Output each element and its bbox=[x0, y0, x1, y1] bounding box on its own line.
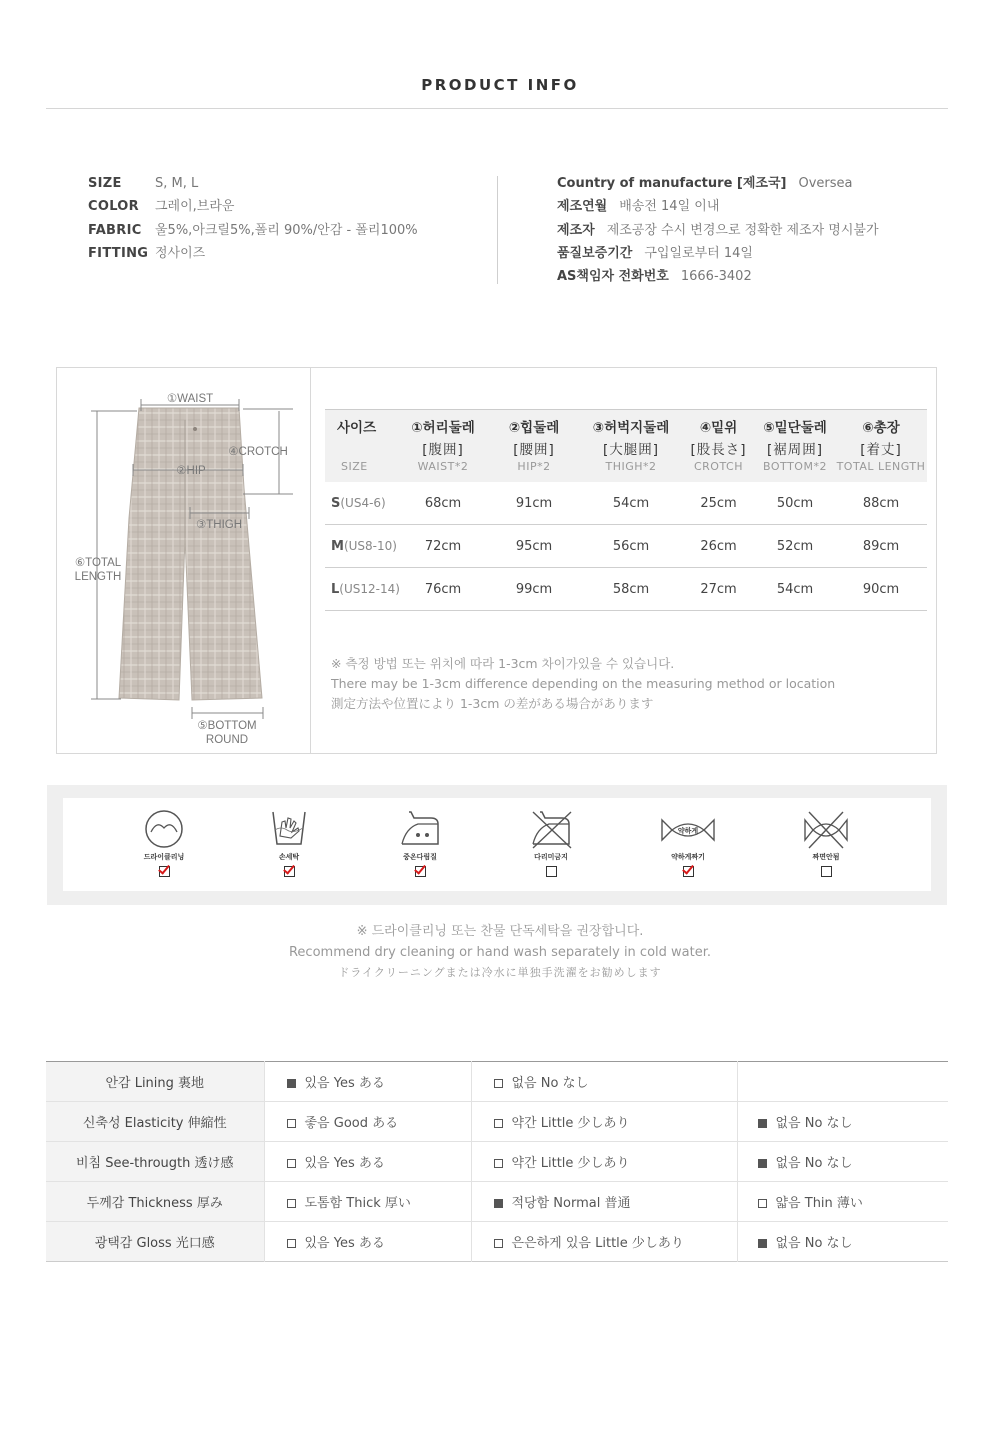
attr-row-lining bbox=[46, 1062, 948, 1102]
attr-option[interactable]: 있음 Yes ある bbox=[264, 1142, 471, 1182]
size-box-divider bbox=[310, 368, 311, 753]
spec-label: SIZE bbox=[88, 176, 122, 191]
info-maker bbox=[557, 222, 879, 245]
size-cell: M(US8-10) bbox=[325, 525, 398, 568]
care-label: 다리미금지 bbox=[534, 853, 568, 861]
info-value: 배송전 14일 이내 bbox=[619, 199, 720, 215]
care-item-no-iron bbox=[491, 808, 611, 877]
spec-label: COLOR bbox=[88, 199, 139, 215]
spec-size bbox=[88, 175, 418, 198]
table-cell: 90cm bbox=[835, 568, 927, 611]
attr-option[interactable]: 도톰함 Thick 厚い bbox=[264, 1182, 471, 1222]
spec-color bbox=[88, 198, 418, 221]
fabric-attributes-table bbox=[46, 1061, 948, 1262]
checkbox[interactable] bbox=[287, 1159, 296, 1168]
table-cell: 95cm bbox=[488, 525, 580, 568]
attr-option[interactable]: 얇음 Thin 薄い bbox=[737, 1182, 948, 1222]
checkbox[interactable] bbox=[494, 1079, 503, 1088]
spec-value: 그레이,브라운 bbox=[155, 199, 235, 215]
attr-option[interactable]: 없음 No なし bbox=[737, 1142, 948, 1182]
manufacture-info-list bbox=[557, 175, 879, 291]
table-cell: 68cm bbox=[398, 482, 488, 525]
table-cell: 52cm bbox=[755, 525, 835, 568]
care-note-ja: ドライクリーニングまたは冷水に単独手洗濯をお勧めします bbox=[338, 966, 662, 979]
spec-value: S, M, L bbox=[155, 176, 199, 191]
checkbox[interactable] bbox=[287, 1119, 296, 1128]
attr-label: 두께감 Thickness 厚み bbox=[46, 1182, 264, 1222]
size-note-ko: ※ 측정 방법 또는 위치에 따라 1-3cm 차이가있을 수 있습니다. bbox=[331, 656, 675, 671]
size-cell: L(US12-14) bbox=[325, 568, 398, 611]
wring-gently-icon bbox=[658, 808, 718, 850]
table-cell: 89cm bbox=[835, 525, 927, 568]
care-item-dry-clean bbox=[104, 808, 224, 877]
product-spec-list bbox=[88, 175, 418, 268]
checkbox[interactable] bbox=[287, 1199, 296, 1208]
checkbox[interactable] bbox=[758, 1239, 767, 1248]
col-waist: ①허리둘레 [腹囲] WAIST*2 bbox=[398, 410, 488, 483]
total-label-2: LENGTH bbox=[74, 571, 122, 583]
info-warranty bbox=[557, 245, 879, 268]
care-checkbox[interactable] bbox=[284, 866, 295, 877]
table-row bbox=[325, 568, 927, 611]
info-label: AS책임자 전화번호 bbox=[557, 269, 669, 285]
spec-fitting bbox=[88, 245, 418, 268]
pants-measurement-diagram bbox=[57, 368, 310, 753]
col-size: 사이즈 SIZE bbox=[325, 410, 398, 483]
checkbox[interactable] bbox=[494, 1199, 503, 1208]
attr-option[interactable]: 적당함 Normal 普通 bbox=[471, 1182, 737, 1222]
col-hip: ②힙둘레 [腰囲] HIP*2 bbox=[488, 410, 580, 483]
care-note-ko: ※ 드라이클리닝 또는 찬물 단독세탁을 권장합니다. bbox=[356, 924, 644, 939]
table-cell: 50cm bbox=[755, 482, 835, 525]
table-cell: 91cm bbox=[488, 482, 580, 525]
table-cell: 72cm bbox=[398, 525, 488, 568]
spec-label: FITTING bbox=[88, 245, 149, 261]
col-bottom: ⑤밑단둘레 [裾周囲] BOTTOM*2 bbox=[755, 410, 835, 483]
info-value: 1666-3402 bbox=[680, 269, 752, 285]
bottom-label-1: ⑤BOTTOM bbox=[197, 720, 257, 732]
attr-label: 안감 Lining 裏地 bbox=[46, 1062, 264, 1102]
care-label: 약하게짜기 bbox=[671, 853, 705, 861]
table-cell: 54cm bbox=[755, 568, 835, 611]
attr-option[interactable]: 있음 Yes ある bbox=[264, 1062, 471, 1102]
care-checkbox[interactable] bbox=[546, 866, 557, 877]
care-note-en: Recommend dry cleaning or hand wash separately in cold water. bbox=[288, 944, 711, 960]
care-checkbox[interactable] bbox=[159, 866, 170, 877]
info-value: Oversea bbox=[798, 176, 853, 191]
table-cell: 25cm bbox=[682, 482, 755, 525]
info-date bbox=[557, 198, 879, 221]
no-iron-icon bbox=[529, 808, 573, 850]
col-crotch: ④밑위 [股長さ] CROTCH bbox=[682, 410, 755, 483]
spec-value: 정사이즈 bbox=[155, 245, 206, 261]
table-row bbox=[325, 525, 927, 568]
care-checkbox[interactable] bbox=[821, 866, 832, 877]
table-cell: 88cm bbox=[835, 482, 927, 525]
crotch-label: ④CROTCH bbox=[228, 446, 288, 458]
iron-medium-icon bbox=[398, 808, 442, 850]
attr-row-see-through bbox=[46, 1142, 948, 1182]
size-table bbox=[325, 409, 927, 611]
care-notes bbox=[0, 922, 1000, 984]
attr-label: 신축성 Elasticity 伸縮性 bbox=[46, 1102, 264, 1142]
size-cell: S(US4-6) bbox=[325, 482, 398, 525]
care-item-iron-medium bbox=[360, 808, 480, 877]
table-cell: 56cm bbox=[580, 525, 682, 568]
title-divider bbox=[46, 108, 948, 109]
checkbox[interactable] bbox=[287, 1239, 296, 1248]
table-cell: 54cm bbox=[580, 482, 682, 525]
table-cell: 76cm bbox=[398, 568, 488, 611]
attr-label: 비침 See-througth 透け感 bbox=[46, 1142, 264, 1182]
size-notes bbox=[331, 654, 835, 714]
care-item-hand-wash bbox=[229, 808, 349, 877]
checkbox[interactable] bbox=[494, 1119, 503, 1128]
no-wring-icon bbox=[801, 808, 851, 850]
care-checkbox[interactable] bbox=[415, 866, 426, 877]
care-item-wring-gently bbox=[628, 808, 748, 877]
col-thigh: ③허벅지둘레 [大腿囲] THIGH*2 bbox=[580, 410, 682, 483]
spec-value: 울5%,아크릴5%,폴리 90%/안감 - 폴리100% bbox=[155, 222, 418, 238]
size-note-ja: 測定方法や位置により 1-3cm の差がある場合があります bbox=[331, 696, 654, 711]
size-table-header bbox=[325, 410, 927, 483]
attr-option[interactable]: 약간 Little 少しあり bbox=[471, 1102, 737, 1142]
attr-label: 광택감 Gloss 光口感 bbox=[46, 1222, 264, 1262]
care-label: 손세탁 bbox=[278, 853, 300, 861]
care-label: 짜면안됨 bbox=[812, 853, 840, 861]
table-cell: 27cm bbox=[682, 568, 755, 611]
info-value: 구입일로부터 14일 bbox=[644, 245, 753, 261]
total-label-1: ⑥TOTAL bbox=[74, 557, 122, 569]
checkbox[interactable] bbox=[758, 1159, 767, 1168]
attr-option[interactable]: 좋음 Good ある bbox=[264, 1102, 471, 1142]
dry-clean-icon bbox=[142, 808, 186, 850]
checkbox[interactable] bbox=[758, 1119, 767, 1128]
table-cell: 58cm bbox=[580, 568, 682, 611]
table-cell: 99cm bbox=[488, 568, 580, 611]
hand-wash-icon bbox=[267, 808, 311, 850]
table-row bbox=[325, 482, 927, 525]
spec-label: FABRIC bbox=[88, 222, 142, 238]
spec-fabric bbox=[88, 222, 418, 245]
checkbox[interactable] bbox=[758, 1199, 767, 1208]
care-label: 드라이클리닝 bbox=[143, 853, 185, 861]
info-country bbox=[557, 175, 879, 198]
page-title: PRODUCT INFO bbox=[421, 76, 579, 94]
checkbox[interactable] bbox=[287, 1079, 296, 1088]
info-label: 제조자 bbox=[557, 222, 595, 238]
waist-label: ①WAIST bbox=[166, 393, 214, 405]
bottom-label-2: ROUND bbox=[205, 734, 249, 746]
col-total: ⑥총장 [着丈] TOTAL LENGTH bbox=[835, 410, 927, 483]
checkbox[interactable] bbox=[494, 1159, 503, 1168]
attr-option[interactable]: 은은하게 있음 Little 少しあり bbox=[471, 1222, 737, 1262]
attr-option[interactable]: 없음 No なし bbox=[737, 1222, 948, 1262]
size-note-en: There may be 1-3cm difference depending on the measuring method or location bbox=[331, 676, 836, 691]
attr-option[interactable]: 약간 Little 少しあり bbox=[471, 1142, 737, 1182]
attr-option[interactable]: 없음 No なし bbox=[471, 1062, 737, 1102]
attr-row-gloss bbox=[46, 1222, 948, 1262]
info-as-phone bbox=[557, 268, 879, 291]
info-label: 품질보증기간 bbox=[557, 245, 633, 261]
info-divider bbox=[497, 176, 498, 284]
checkbox[interactable] bbox=[494, 1239, 503, 1248]
care-item-no-wring bbox=[766, 808, 886, 877]
table-cell: 26cm bbox=[682, 525, 755, 568]
hip-label: ②HIP bbox=[176, 465, 206, 477]
attr-row-thickness bbox=[46, 1182, 948, 1222]
care-checkbox[interactable] bbox=[683, 866, 694, 877]
attr-option[interactable]: 없음 No なし bbox=[737, 1102, 948, 1142]
info-value: 제조공장 수시 변경으로 정확한 제조자 명시불가 bbox=[606, 222, 879, 238]
wring-icon-text: 약하게 bbox=[677, 827, 699, 835]
attr-row-elasticity bbox=[46, 1102, 948, 1142]
attr-option[interactable]: 있음 Yes ある bbox=[264, 1222, 471, 1262]
info-label: Country of manufacture [제조국] bbox=[557, 176, 787, 191]
care-label: 중온다림질 bbox=[403, 853, 437, 861]
info-label: 제조연월 bbox=[557, 199, 608, 215]
attr-option-empty bbox=[737, 1062, 948, 1102]
thigh-label: ③THIGH bbox=[195, 519, 243, 531]
